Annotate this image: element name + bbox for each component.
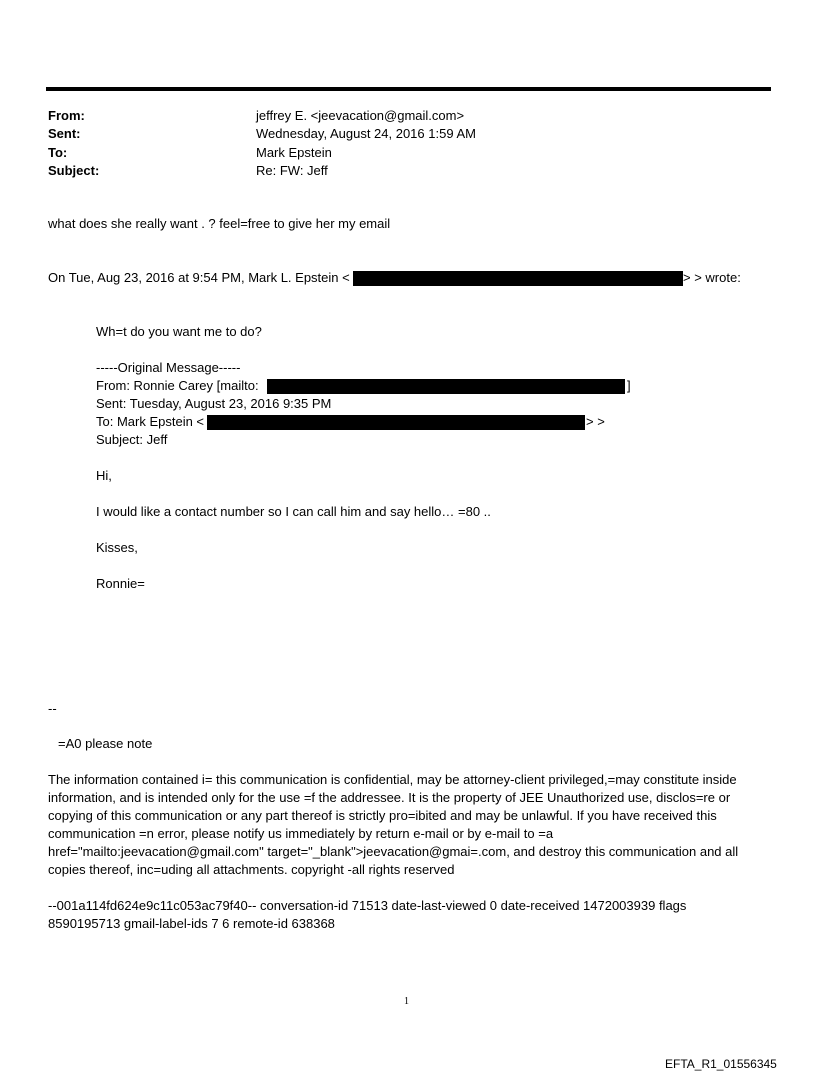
quoted-message: I would like a contact number so I can call him and say hello… =80 .. (96, 504, 491, 519)
document-id: EFTA_R1_01556345 (665, 1057, 777, 1071)
quoted-closing: Kisses, (96, 540, 138, 555)
to-label: To: (48, 145, 68, 160)
quoted-from-start: From: Ronnie Carey [mailto: (96, 378, 259, 393)
sent-value: Wednesday, August 24, 2016 1:59 AM (256, 126, 476, 141)
from-label: From: (48, 108, 85, 123)
from-value: jeffrey E. <jeevacation@gmail.com> (256, 108, 465, 123)
quoted-subject: Subject: Jeff (96, 432, 168, 447)
redaction-bar (207, 415, 585, 430)
signature-separator: -- (48, 701, 57, 716)
quoted-sent: Sent: Tuesday, August 23, 2016 9:35 PM (96, 396, 332, 411)
page-number: 1 (404, 996, 409, 1007)
subject-value: Re: FW: Jeff (256, 163, 328, 178)
quote-intro-start: On Tue, Aug 23, 2016 at 9:54 PM, Mark L. Epstein < (48, 270, 350, 285)
subject-label: Subject: (48, 163, 100, 178)
quoted-greeting: Hi, (96, 468, 112, 483)
quoted-from-end: ] (627, 378, 631, 393)
message-metadata: --001a114fd624e9c11c053ac79f40-- conversation-id 71513 date-last-viewed 0 date-received 1472003939 flags 8590195713 gmail-label-ids 7 6 remote-id 638368 (48, 898, 687, 931)
quoted-to-end: > > (586, 414, 605, 429)
quoted-question: Wh=t do you want me to do? (96, 324, 262, 339)
sent-label: Sent: (48, 126, 81, 141)
redaction-bar (267, 379, 625, 394)
redaction-bar (353, 271, 683, 286)
quoted-to-start: To: Mark Epstein < (96, 414, 205, 429)
quoted-signature: Ronnie= (96, 576, 145, 591)
quote-intro-end: > > wrote: (683, 270, 741, 285)
original-message-marker: -----Original Message----- (96, 360, 241, 375)
reply-line: what does she really want . ? feel=free to give her my email (48, 216, 391, 231)
note-line: =A0 please note (58, 736, 153, 751)
to-value: Mark Epstein (256, 145, 332, 160)
confidentiality-disclaimer: The information contained i= this communication is confidential, may be attorney-client privileged,=may constitute inside information, and is intended only for the use =f the addressee. It is the property of JEE Unauthorized use, disclos=re or copying of this communication or any part thereof is strictly pro=ibited and may be unlawful. If you have received this communication =n error, please notify us immediately by return e-mail or by e-mail to =a href="mailto:jeevacation@gmail.com" target="_blank">jeevacation@gmai=.com, and destroy this communication and all copies thereof, inc=uding all attachments. copyright -all rights reserved (48, 772, 739, 877)
header-rule (46, 87, 771, 91)
